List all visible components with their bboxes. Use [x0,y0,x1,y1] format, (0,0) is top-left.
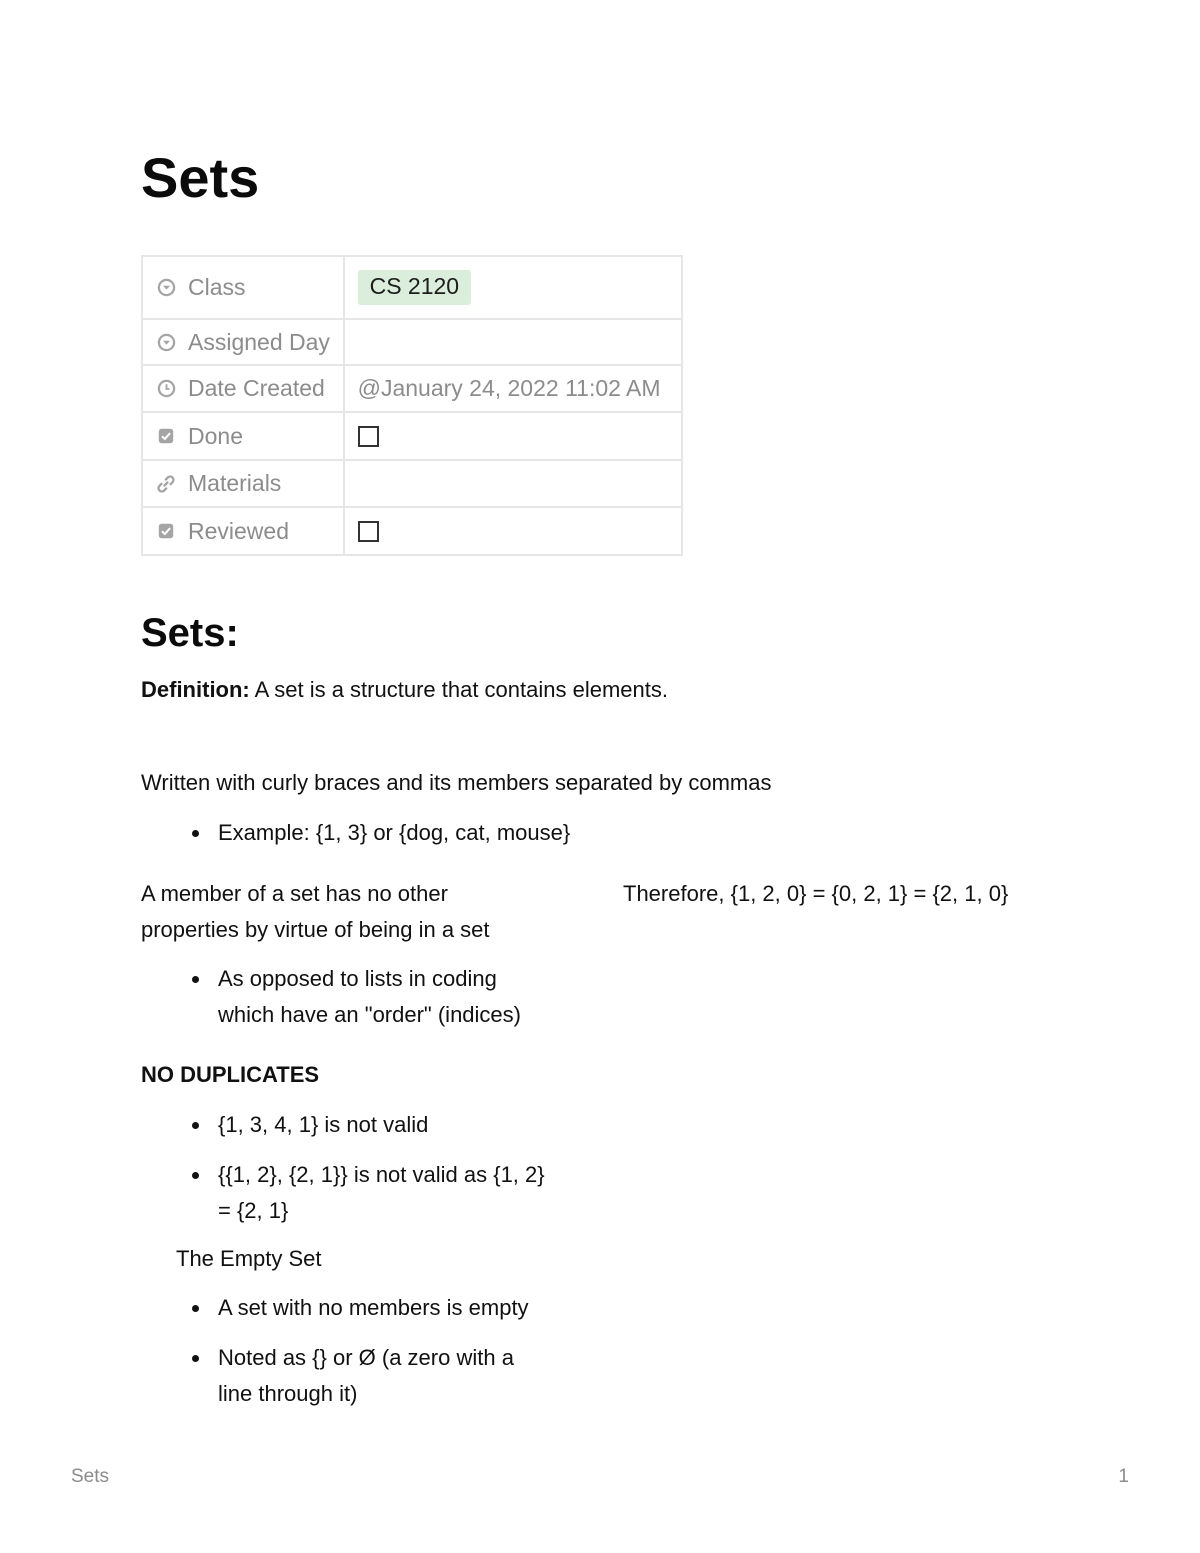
class-tag[interactable]: CS 2120 [358,270,472,305]
dup-example-2-line-1: {{1, 2}, {2, 1}} is not valid as {1, 2} [218,1162,545,1187]
property-row-materials [142,460,682,507]
duplicates-list-1 [141,1107,428,1143]
property-label-done: Done [188,422,243,449]
list-item [141,1340,514,1412]
list-item: A set with no members is empty [141,1290,529,1326]
target-icon [156,332,176,352]
section-heading: Sets: [141,611,239,655]
property-row-reviewed [142,507,682,555]
member-line-2: properties by virtue of being in a set [141,917,490,942]
definition-label: Definition: [141,677,250,702]
definition-text: A set is a structure that contains elements. [249,677,668,702]
property-label-class: Class [188,274,246,300]
written-with-paragraph: Written with curly braces and its members separated by commas [141,770,772,795]
date-created-value: @January 24, 2022 11:02 AM [357,375,661,401]
member-paragraph [141,876,490,948]
empty-point-2-line-2: line through it) [218,1381,358,1406]
property-label-assigned-day: Assigned Day [188,328,330,355]
duplicates-list-2 [141,1157,545,1229]
properties-table [141,255,683,556]
list-item: {1, 3, 4, 1} is not valid [141,1107,428,1143]
therefore-paragraph: Therefore, {1, 2, 0} = {0, 2, 1} = {2, 1, 0} [623,881,1009,906]
footer-title: Sets [71,1466,110,1487]
link-icon [156,474,176,494]
property-row-assigned-day [142,319,682,365]
clock-icon [156,379,176,399]
property-row-class [142,256,682,319]
list-item [141,961,521,1033]
member-line-1: A member of a set has no other [141,881,448,906]
property-label-date-created: Date Created [188,375,325,401]
property-label-materials: Materials [188,470,282,496]
opposed-list [141,961,521,1033]
no-duplicates-heading: NO DUPLICATES [141,1062,320,1087]
opposed-line-2: which have an "order" (indices) [218,1002,521,1027]
example-list [141,815,570,851]
list-item [141,1157,545,1229]
empty-point-2-line-1: Noted as {} or Ø (a zero with a [218,1345,514,1370]
definition-paragraph [141,672,668,708]
empty-set-list-1 [141,1290,529,1326]
property-row-done [142,412,682,460]
property-label-reviewed: Reviewed [188,517,289,544]
done-checkbox[interactable] [358,426,379,447]
empty-set-list-2 [141,1340,514,1412]
reviewed-checkbox[interactable] [358,521,379,542]
property-row-date-created [142,365,682,412]
target-icon [156,278,176,298]
footer-page-number: 1 [1118,1466,1129,1487]
opposed-line-1: As opposed to lists in coding [218,966,497,991]
empty-set-heading: The Empty Set [176,1246,322,1271]
page-title: Sets [141,146,260,209]
dup-example-2-line-2: = {2, 1} [218,1198,289,1223]
checkbox-icon [156,426,176,446]
checkbox-icon [156,521,176,541]
list-item: Example: {1, 3} or {dog, cat, mouse} [141,815,570,851]
